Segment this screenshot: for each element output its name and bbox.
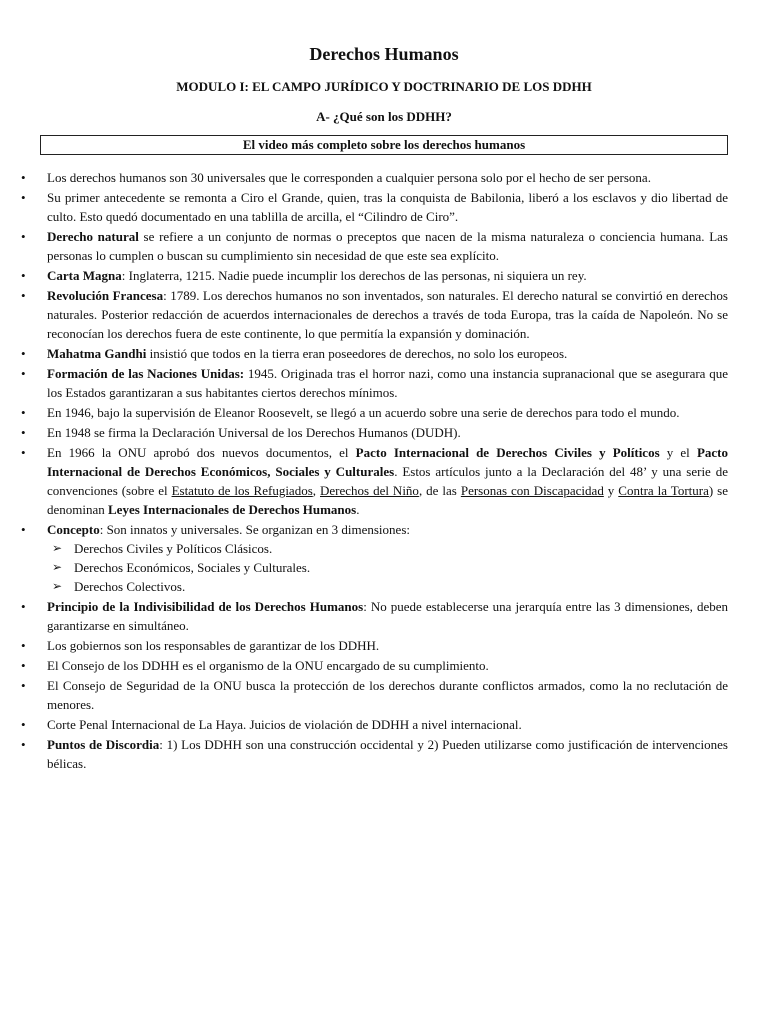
bullet-icon: • — [21, 190, 26, 205]
sub-list-item: ➢ Derechos Colectivos. — [52, 579, 186, 594]
bullet-icon: • — [21, 737, 26, 752]
link-derechos-nino: Derechos del Niño — [320, 483, 419, 498]
bullet-icon: • — [21, 599, 26, 614]
arrow-bullet-icon: ➢ — [52, 541, 63, 555]
bullet-icon: • — [21, 425, 26, 440]
list-item: • Concepto: Son innatos y universales. Se organizan en 3 dimensiones: ➢ Derechos Civiles y Políticos Clásicos. ➢ Derechos Económicos, Sociales y Culturales. ➢ Derechos Colectivos. — [40, 520, 728, 596]
list-item: • Derecho natural se refiere a un conjunto de normas o preceptos que nacen de la misma naturaleza o conciencia humana. Las personas lo cumplen o buscan su cumplimiento sin necesidad de que este sea explícito. — [21, 229, 728, 263]
sub-list-item: ➢ Derechos Económicos, Sociales y Culturales. — [52, 560, 311, 575]
list-item: • Formación de las Naciones Unidas: 1945. Originada tras el horror nazi, como una instancia supranacional que se asegurara que los Estados garantizaran a sus habitantes ciertos derechos mínimos. — [21, 366, 729, 400]
arrow-bullet-icon: ➢ — [52, 579, 63, 593]
bullet-icon: • — [21, 346, 26, 361]
bullet-icon: • — [21, 638, 26, 653]
list-item: • Los derechos humanos son 30 universales que le corresponden a cualquier persona solo por el hecho de ser persona. — [21, 170, 651, 185]
bullet-icon: • — [21, 288, 26, 303]
module-heading: MODULO I: EL CAMPO JURÍDICO Y DOCTRINARIO DE LOS DDHH — [176, 79, 592, 94]
bullet-icon: • — [21, 170, 26, 185]
sub-list — [47, 539, 728, 596]
list-item: • En 1966 la ONU aprobó dos nuevos documentos, el Pacto Internacional de Derechos Civiles y Políticos y el Pacto Internacional de Derechos Económicos, Sociales y Culturales. Estos artículos junto a la Declaración del 48’ y una serie de convenciones (sobre el Estatuto de los Refugiados, Derechos del Niño, de las Personas con Discapacidad y Contra la Tortura) se denominan Leyes Internacionales de Derechos Humanos. — [21, 445, 729, 517]
list-item: • Principio de la Indivisibilidad de los Derechos Humanos: No puede establecerse una jerarquía entre las 3 dimensiones, deben garantizarse en simultáneo. — [21, 599, 729, 633]
bullet-icon: • — [21, 658, 26, 673]
link-refugiados: Estatuto de los Refugiados — [171, 483, 313, 498]
bullet-icon: • — [21, 522, 26, 537]
sub-list-item: ➢ Derechos Civiles y Políticos Clásicos. — [52, 541, 273, 556]
arrow-bullet-icon: ➢ — [52, 560, 63, 574]
link-tortura: Contra la Tortura — [618, 483, 709, 498]
list-item: • Mahatma Gandhi insistió que todos en la tierra eran poseedores de derechos, no solo los europeos. — [21, 346, 568, 361]
list-item: • Revolución Francesa: 1789. Los derechos humanos no son inventados, son naturales. El derecho natural se convirtió en derechos naturales. Posterior redacción de acuerdos internacionales de derechos a través de toda Europa, tras la caída de Napoleón. No se reconocían los derechos fuera de este continente, lo que permitía la expansión y dominación. — [21, 288, 728, 341]
bullet-icon: • — [21, 366, 26, 381]
bullet-icon: • — [21, 229, 26, 244]
list-item: • Puntos de Discordia: 1) Los DDHH son una construcción occidental y 2) Pueden utilizarse como justificación de intervenciones bélicas. — [21, 737, 728, 771]
list-item: • Corte Penal Internacional de La Haya. Juicios de violación de DDHH a nivel internacional. — [21, 717, 522, 732]
list-item: • El Consejo de Seguridad de la ONU busca la protección de los derechos durante conflictos armados, como la no reclutación de menores. — [21, 678, 728, 712]
bullet-icon: • — [21, 717, 26, 732]
list-item: • Su primer antecedente se remonta a Ciro el Grande, quien, tras la conquista de Babilonia, liberó a los esclavos y dio libertad de culto. Esto quedó documentado en una tablilla de arcilla, el “Cilindro de Ciro”. — [21, 190, 728, 224]
list-item: • En 1948 se firma la Declaración Universal de los Derechos Humanos (DUDH). — [21, 425, 461, 440]
boxed-heading: El video más completo sobre los derechos humanos — [40, 135, 728, 155]
bullet-icon: • — [21, 678, 26, 693]
link-discapacidad: Personas con Discapacidad — [460, 483, 604, 498]
bullet-icon: • — [21, 445, 26, 460]
document-title: Derechos Humanos — [309, 44, 459, 64]
list-item: • Los gobiernos son los responsables de garantizar de los DDHH. — [21, 638, 380, 653]
bullet-icon: • — [21, 268, 26, 283]
bullet-list — [21, 168, 729, 773]
list-item: • Carta Magna: Inglaterra, 1215. Nadie puede incumplir los derechos de las personas, ni siquiera un rey. — [21, 268, 587, 283]
section-heading: A- ¿Qué son los DDHH? — [316, 109, 452, 124]
list-item: • En 1946, bajo la supervisión de Eleanor Roosevelt, se llegó a un acuerdo sobre una serie de derechos para todo el mundo. — [21, 405, 680, 420]
list-item: • El Consejo de los DDHH es el organismo de la ONU encargado de su cumplimiento. — [21, 658, 489, 673]
bullet-icon: • — [21, 405, 26, 420]
